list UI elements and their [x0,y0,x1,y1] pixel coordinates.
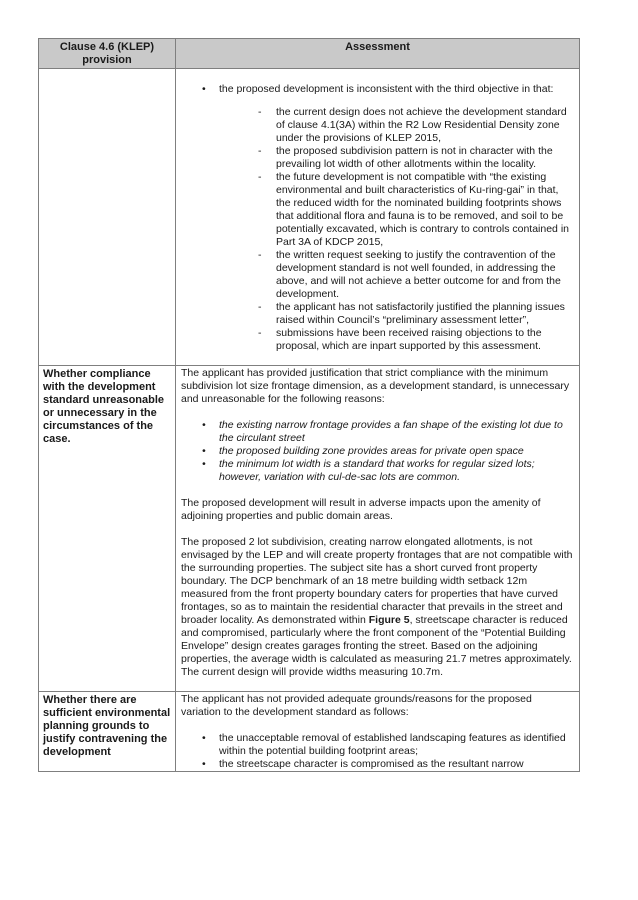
assessment-cell [176,692,580,772]
list-item: - the written request seeking to justify the contravention of the development standard is not well founded, in addressing the above, and will not achieve a better outcome for and from the development. [219,249,574,301]
list-item: • the unacceptable removal of established landscaping features as identified within the potential building footprint areas; [181,732,574,758]
list-item: - the applicant has not satisfactorily justified the planning issues raised within Council’s “preliminary assessment letter”, [219,301,574,327]
clause-assessment-table [38,38,580,772]
grounds-list [181,732,574,771]
assessment-cell [176,366,580,692]
list-item: - the proposed subdivision pattern is not in character with the prevailing lot width of other allotments within the locality. [219,145,574,171]
provision-cell [39,69,176,366]
provision-cell: Whether there are sufficient environmental planning grounds to justify contravening the development [39,692,176,772]
paragraph: The applicant has provided justification that strict compliance with the minimum subdivision lot size frontage dimension, as a development standard, is unnecessary and unreasonable for the following reasons: [181,367,570,405]
list-item: • the existing narrow frontage provides a fan shape of the existing lot due to the circulant street [181,419,574,445]
table-row [39,366,580,692]
assessment-cell [176,69,580,366]
bullet-list [181,83,574,353]
list-item: • the streetscape character is compromised as the resultant narrow [181,758,574,771]
table-row [39,692,580,772]
table-row [39,69,580,366]
dash-list [219,106,574,353]
reasons-list [181,419,574,484]
provision-cell: Whether compliance with the development standard unreasonable or unnecessary in the circumstances of the case. [39,366,176,692]
paragraph [181,536,574,679]
paragraph-text: , streetscape character is reduced and compromised, particularly where the front component of the “Potential Building Envelope” design creates garages fronting the street. Based on the adjoining properties, the average width is calculated as measuring 21.7 metres approximately. The current design will provide widths measuring 10.7m. [181,614,572,678]
list-item: - the future development is not compatible with “the existing environmental and built characteristics of Ku-ring-gai” in that, the reduced width for the nominated building footprints shows that additional flora and fauna is to be removed, and soil to be potentially excavated, which is contrary to controls contained in Part 3A of KDCP 2015, [219,171,574,249]
paragraph-text: The proposed 2 lot subdivision, creating narrow elongated allotments, is not envisaged by the LEP and will create property frontages that are not compatible with the surrounding properties. The subject site has a short curved front property boundary. The DCP benchmark of an 18 metre building width setback 12m measured from the front property boundary caters for properties that have curved frontages, so as to maintain the residential character that prevails in the street and broader locality. As demonstrated within [181,536,573,626]
list-item [181,83,574,353]
table-header-row [39,39,580,69]
list-item: • the proposed building zone provides areas for private open space [181,445,574,458]
list-item: • the minimum lot width is a standard that works for regular sized lots; however, variation with cul-de-sac lots are common. [181,458,574,484]
list-item: - the current design does not achieve the development standard of clause 4.1(3A) within the R2 Low Residential Density zone under the provisions of KLEP 2015, [219,106,574,145]
header-provision: Clause 4.6 (KLEP) provision [39,39,176,69]
paragraph: The applicant has not provided adequate grounds/reasons for the proposed variation to the development standard as follows: [181,693,532,718]
document-page [38,38,579,772]
list-item: - submissions have been received raising objections to the proposal, which are inpart supported by this assessment. [219,327,574,353]
bullet-intro: the proposed development is inconsistent with the third objective in that: [219,83,554,95]
figure-reference: Figure 5 [368,614,410,626]
paragraph: The proposed development will result in adverse impacts upon the amenity of adjoining properties and public domain areas. [181,497,541,522]
header-assessment: Assessment [176,39,580,69]
